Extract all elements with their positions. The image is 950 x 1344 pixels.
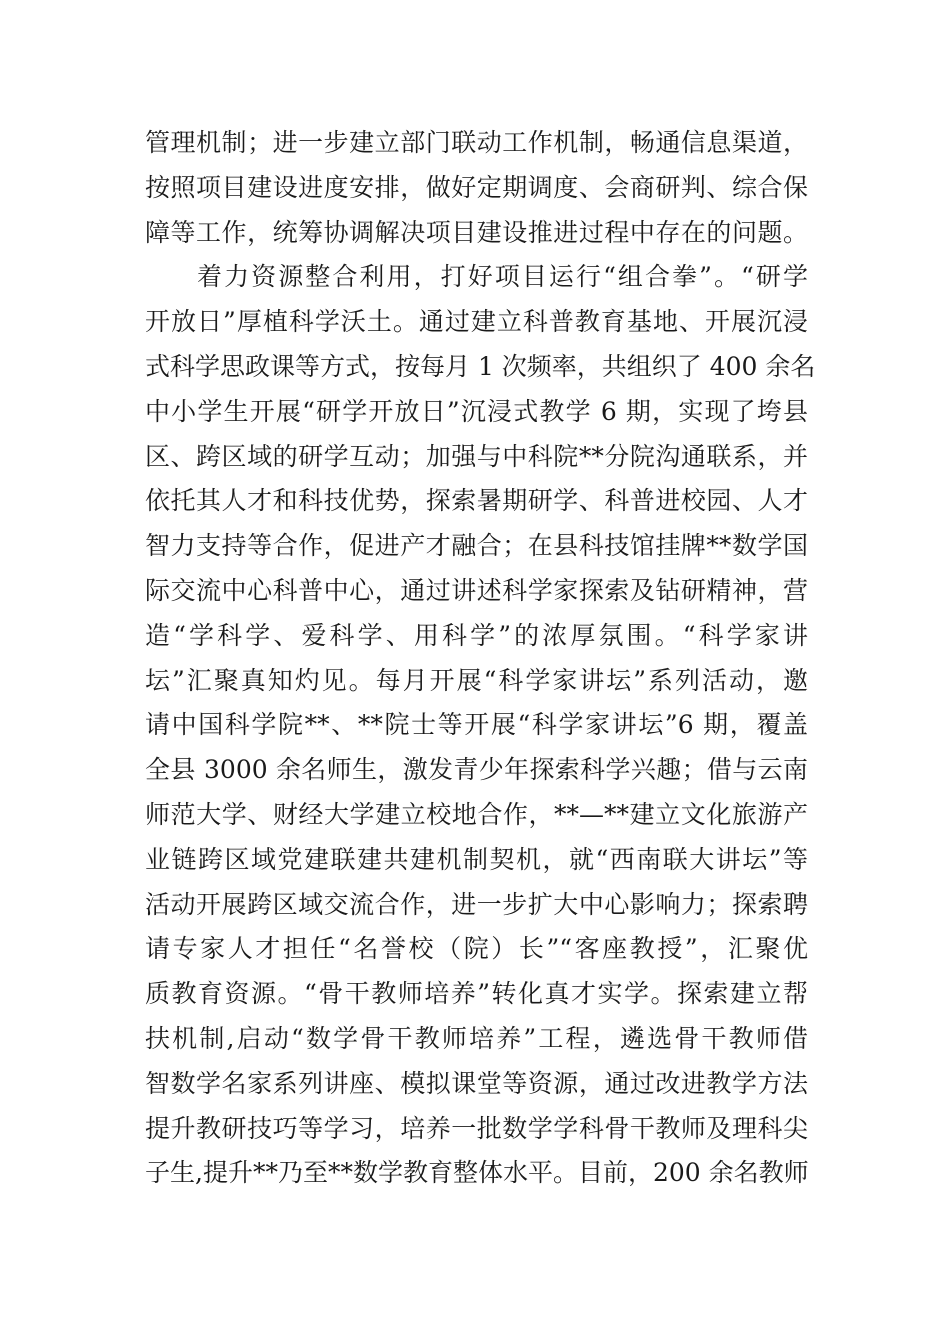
text-line: 障等工作，统筹协调解决项目建设推进过程中存在的问题。	[145, 217, 808, 247]
text-line: 开放日”厚植科学沃土。通过建立科普教育基地、开展沉浸	[145, 307, 808, 337]
text-line: 子生,提升**乃至**数学教育整体水平。目前，200 余名教师	[145, 1158, 809, 1188]
text-line: 际交流中心科普中心，通过讲述科学家探索及钻研精神，营	[145, 575, 808, 605]
paragraph-first-line: 着力资源整合利用，打好项目运行“组合拳”。“研学	[197, 262, 808, 292]
text-line: 坛”汇聚真知灼见。每月开展“科学家讲坛”系列活动，邀	[145, 665, 808, 695]
text-line: 按照项目建设进度安排，做好定期调度、会商研判、综合保	[145, 172, 808, 202]
text-line: 请专家人才担任“名誉校（院）长”“客座教授”，汇聚优	[145, 934, 808, 964]
text-line: 依托其人才和科技优势，探索暑期研学、科普进校园、人才	[145, 486, 808, 516]
text-line: 中小学生开展“研学开放日”沉浸式教学 6 期，实现了垮县	[145, 396, 808, 426]
text-line: 造“学科学、爱科学、用科学”的浓厚氛围。“科学家讲	[145, 620, 808, 650]
text-line: 式科学思政课等方式，按每月 1 次频率，共组织了 400 余名	[145, 351, 816, 381]
text-line: 提升教研技巧等学习，培养一批数学学科骨干教师及理科尖	[145, 1113, 808, 1143]
text-line: 师范大学、财经大学建立校地合作，**—**建立文化旅游产	[145, 799, 808, 829]
text-line: 请中国科学院**、**院士等开展“科学家讲坛”6 期，覆盖	[145, 710, 808, 740]
text-line: 管理机制；进一步建立部门联动工作机制，畅通信息渠道，	[145, 128, 808, 157]
text-line: 业链跨区域党建联建共建机制契机，就“西南联大讲坛”等	[145, 844, 808, 874]
text-line: 质教育资源。“骨干教师培养”转化真才实学。探索建立帮	[145, 979, 808, 1009]
text-line: 扶机制,启动“数学骨干教师培养”工程，遴选骨干教师借	[145, 1023, 808, 1053]
text-line: 全县 3000 余名师生，激发青少年探索科学兴趣；借与云南	[145, 755, 808, 785]
text-line: 智力支持等合作，促进产才融合；在县科技馆挂牌**数学国	[145, 531, 808, 561]
text-line: 区、跨区域的研学互动；加强与中科院**分院沟通联系，并	[145, 441, 808, 471]
body-text	[145, 121, 816, 1196]
text-line: 智数学名家系列讲座、模拟课堂等资源，通过改进教学方法	[145, 1068, 808, 1098]
text-line: 活动开展跨区域交流合作，进一步扩大中心影响力；探索聘	[145, 889, 808, 919]
